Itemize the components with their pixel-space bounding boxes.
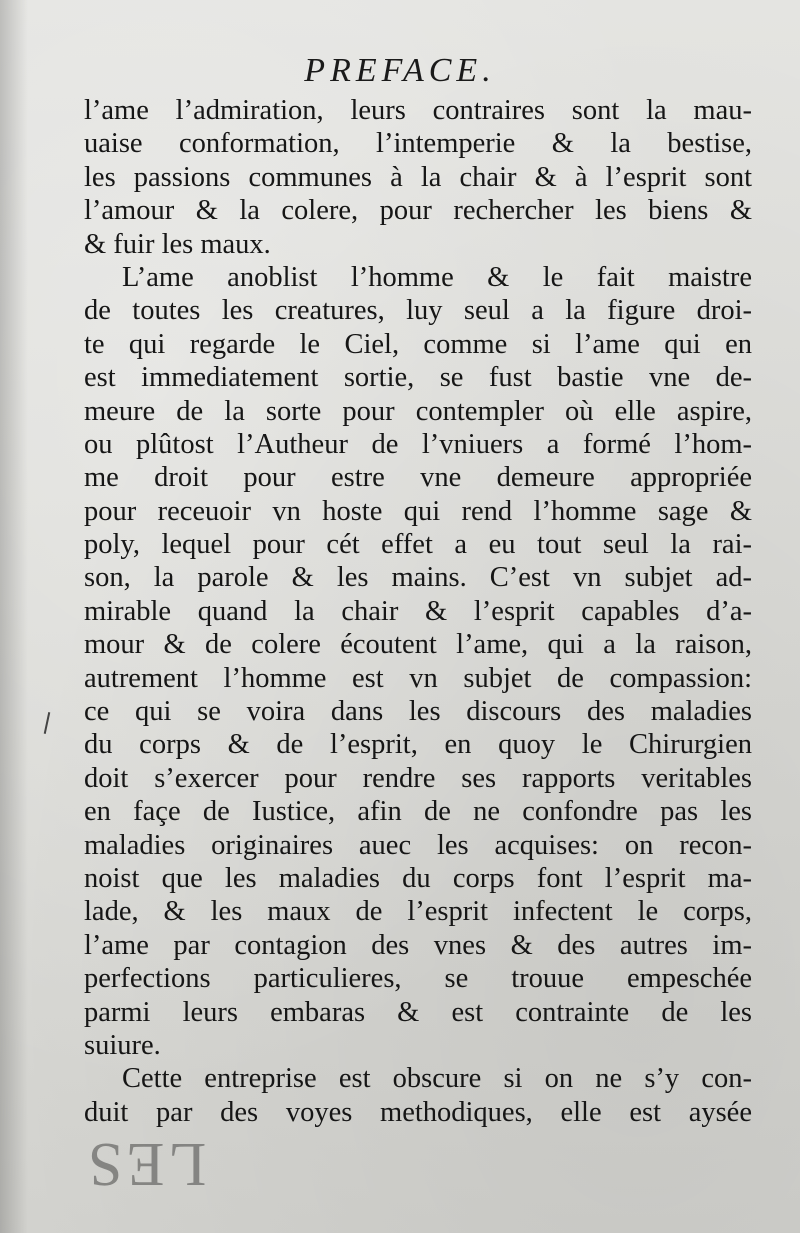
text-line: te qui regarde le Ciel, comme si l’ame qui en <box>84 328 752 360</box>
text-line: est immediatement sortie, se fust bastie vne de- <box>84 362 752 394</box>
running-head: PREFACE. <box>304 52 496 89</box>
text-line: ce qui se voira dans les discours des maladies <box>84 696 752 728</box>
body-text <box>84 94 752 1129</box>
paragraph-start-line: Cette entreprise est obscure si on ne s’y con- <box>122 1063 752 1095</box>
text-line: ou plûtost l’Autheur de l’vniuers a formé l’hom- <box>84 428 752 460</box>
text-line: maladies originaires auec les acquises: on recon- <box>84 829 752 861</box>
text-line: uaise conformation, l’intemperie & la bestise, <box>84 128 752 160</box>
margin-mark <box>44 712 51 734</box>
text-line: l’ame par contagion des vnes & des autres im- <box>84 929 752 961</box>
text-line: poly, lequel pour cét effet a eu tout seul la rai- <box>84 529 752 561</box>
text-line: mirable quand la chair & l’esprit capables d’a- <box>84 595 752 627</box>
text-line: autrement l’homme est vn subjet de compassion: <box>84 662 752 694</box>
text-line: doit s’exercer pour rendre ses rapports veritables <box>84 762 752 794</box>
text-line: mour & de colere écoutent l’ame, qui a la raison, <box>84 629 752 661</box>
text-line: l’ame l’admiration, leurs contraires sont la mau- <box>84 95 752 126</box>
text-line: suiure. <box>84 1029 161 1061</box>
text-line: son, la parole & les mains. C’est vn subjet ad- <box>84 562 752 594</box>
text-line: lade, & les maux de l’esprit infectent le corps, <box>84 896 752 928</box>
text-line: en façe de Iustice, afin de ne confondre pas les <box>84 796 752 828</box>
text-line: & fuir les maux. <box>84 228 271 260</box>
text-line: meure de la sorte pour contempler où elle aspire, <box>84 395 752 427</box>
text-line: parmi leurs embaras & est contrainte de les <box>84 996 752 1028</box>
text-line: pour receuoir vn hoste qui rend l’homme sage & <box>84 495 752 527</box>
text-line: duit par des voyes methodiques, elle est aysée <box>84 1096 752 1128</box>
text-line: du corps & de l’esprit, en quoy le Chirurgien <box>84 729 752 761</box>
text-line: perfections particulieres, se trouue empeschée <box>84 963 752 995</box>
text-line: me droit pour estre vne demeure appropriée <box>84 462 752 494</box>
text-line: les passions communes à la chair & à l’esprit sont <box>84 161 752 193</box>
text-line: noist que les maladies du corps font l’esprit ma- <box>84 862 752 894</box>
text-line: l’amour & la colere, pour rechercher les biens & <box>84 195 752 227</box>
catchword-show-through: LES <box>84 1130 207 1198</box>
text-line: de toutes les creatures, luy seul a la figure droi- <box>84 295 752 327</box>
paragraph-start-line: L’ame anoblist l’homme & le fait maistre <box>122 261 752 293</box>
